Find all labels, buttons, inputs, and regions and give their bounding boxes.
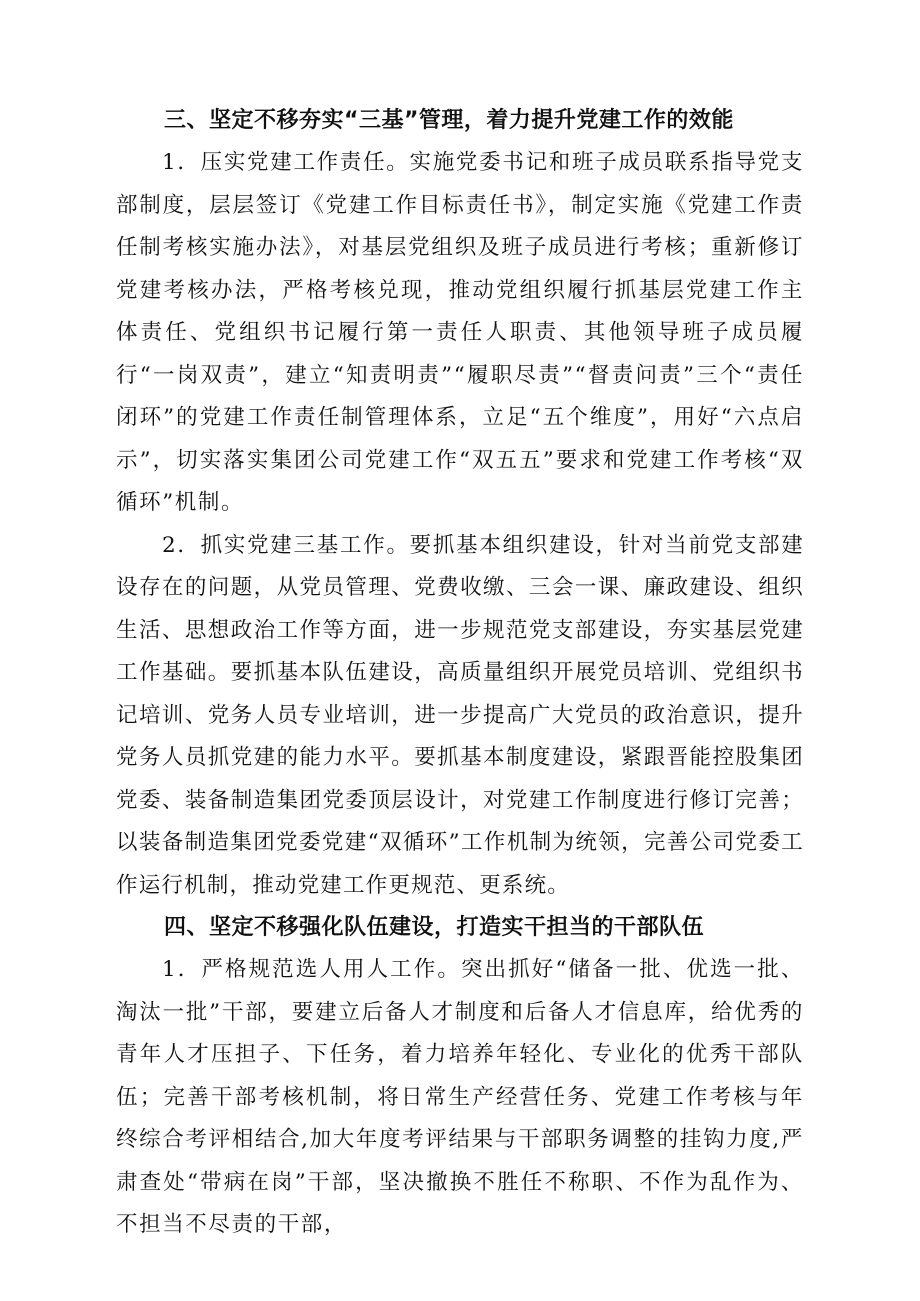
- paragraph-3-2: 2．抓实党建三基工作。要抓基本组织建设，针对当前党支部建设存在的问题，从党员管理、党费收缴、三会一课、廉政建设、组织生活、思想政治工作等方面，进一步规范党支部建设，夯实基层党建工作基础。要抓基本队伍建设，高质量组织开展党员培训、党组织书记培训、党务人员专业培训，进一步提高广大党员的政治意识，提升党务人员抓党建的能力水平。要抓基本制度建设，紧跟晋能控股集团党委、装备制造集团党委顶层设计，对党建工作制度进行修订完善；以装备制造集团党委党建“双循环”工作机制为统领，完善公司党委工作运行机制，推动党建工作更规范、更系统。: [116, 532, 804, 898]
- section-heading-4: 四、坚定不移强化队伍建设，打造实干担当的干部队伍: [164, 915, 705, 940]
- section-heading-3: 三、坚定不移夯实“三基”管理，着力提升党建工作的效能: [164, 108, 734, 133]
- paragraph-4-1: 1．严格规范选人用人工作。突出抓好“储备一批、优选一批、淘汰一批”干部，要建立后备人才制度和后备人才信息库，给优秀的青年人才压担子、下任务，着力培养年轻化、专业化的优秀干部队伍；完善干部考核机制，将日常生产经营任务、党建工作考核与年终综合考评相结合,加大年度考评结果与干部职务调整的挂钩力度,严肃查处“带病在岗”干部，坚决撤换不胜任不称职、不作为乱作为、不担当不尽责的干部，: [116, 957, 804, 1237]
- paragraph-3-1: 1．压实党建工作责任。实施党委书记和班子成员联系指导党支部制度，层层签订《党建工作目标责任书》，制定实施《党建工作责任制考核实施办法》，对基层党组织及班子成员进行考核；重新修订党建考核办法，严格考核兑现，推动党组织履行抓基层党建工作主体责任、党组织书记履行第一责任人职责、其他领导班子成员履行“一岗双责”，建立“知责明责”“履职尽责”“督责问责”三个“责任闭环”的党建工作责任制管理体系，立足“五个维度”，用好“六点启示”，切实落实集团公司党建工作“双五五”要求和党建工作考核“双循环”机制。: [116, 150, 804, 515]
